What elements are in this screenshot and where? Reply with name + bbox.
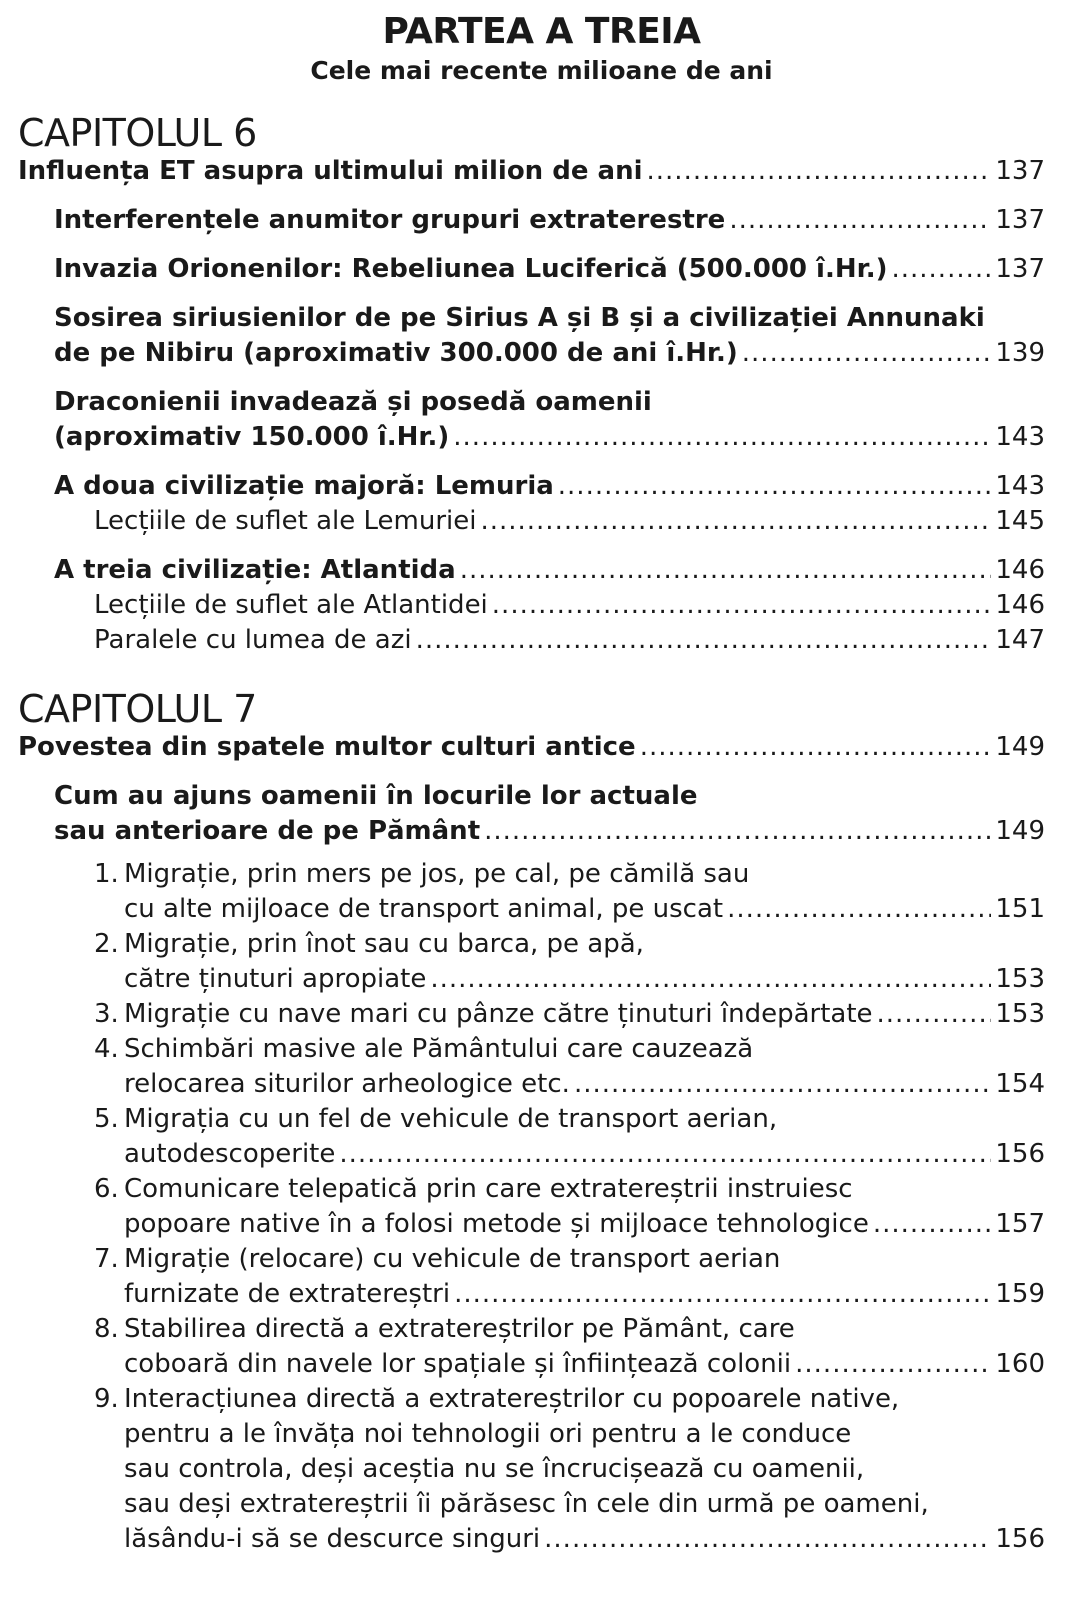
dot-leader [891, 252, 991, 287]
toc-entry-title: sau deși extratereștrii îi părăsesc în cele din urmă pe oameni, [124, 1489, 929, 1519]
dot-leader [640, 730, 992, 765]
toc-entry-title: sau controla, deși aceștia nu se încrucișează cu oamenii, [124, 1454, 865, 1484]
dot-leader [460, 553, 992, 588]
toc-entry-title: Lecțiile de suflet ale Atlantidei [94, 590, 488, 620]
toc-page-number: 151 [995, 894, 1045, 924]
toc-entry-number: 4. [94, 1034, 119, 1064]
toc-entry-title: Povestea din spatele multor culturi antice [18, 732, 636, 762]
toc-entry [18, 1312, 1045, 1382]
dot-leader [795, 1347, 991, 1382]
toc-entry-title: pentru a le învăța noi tehnologii ori pentru a le conduce [124, 1419, 852, 1449]
toc-entry-number: 8. [94, 1314, 119, 1344]
toc-entry-title: Stabilirea directă a extratereștrilor pe Pământ, care [124, 1314, 795, 1344]
dot-leader [727, 892, 991, 927]
toc-entry [18, 588, 1045, 623]
dot-leader [480, 504, 991, 539]
dot-leader [574, 1067, 991, 1102]
dot-leader [647, 154, 992, 189]
toc-entry [18, 857, 1045, 927]
toc-entry-title: lăsându-i să se descurce singuri [124, 1524, 541, 1554]
toc-page-number: 153 [995, 999, 1045, 1029]
part-title: PARTEA A TREIA [382, 11, 701, 52]
toc-entry [18, 1382, 1045, 1557]
toc-entry-title: furnizate de extratereștri [124, 1279, 451, 1309]
toc-page-number: 146 [995, 555, 1045, 585]
toc-entry-title: Interacțiunea directă a extratereștrilor cu popoarele native, [124, 1384, 900, 1414]
toc-page-number: 143 [995, 471, 1045, 501]
toc-page-number: 157 [995, 1209, 1045, 1239]
toc-entry-title: A doua civilizație majoră: Lemuria [54, 471, 554, 501]
toc-entry [18, 997, 1045, 1032]
toc-entry-title: Interferențele anumitor grupuri extraterestre [54, 205, 726, 235]
toc-entry-title: Sosirea siriusienilor de pe Sirius A și B și a civilizației Annunaki [54, 303, 985, 333]
toc-entry-title: Paralele cu lumea de azi [94, 625, 412, 655]
toc-page-number: 160 [995, 1349, 1045, 1379]
toc-entry-title: autodescoperite [124, 1139, 336, 1169]
toc-entry-title: Invazia Orionenilor: Rebeliunea Luciferică (500.000 î.Hr.) [54, 254, 888, 284]
toc-entry-title: de pe Nibiru (aproximativ 300.000 de ani î.Hr.) [54, 338, 738, 368]
toc-page-number: 159 [995, 1279, 1045, 1309]
chapter-toc-list [18, 730, 1045, 1557]
toc-entry-title: popoare native în a folosi metode și mijloace tehnologice [124, 1209, 869, 1239]
toc-page-number: 149 [995, 732, 1045, 762]
toc-page-number: 156 [995, 1139, 1045, 1169]
dot-leader [873, 1207, 992, 1242]
toc-entry [18, 469, 1045, 504]
dot-leader [416, 623, 992, 658]
toc-entry [18, 1172, 1045, 1242]
toc-entry-number: 5. [94, 1104, 119, 1134]
toc-entry [18, 154, 1045, 189]
toc-page-number: 145 [995, 506, 1045, 536]
dot-leader [492, 588, 992, 623]
toc-page-number: 146 [995, 590, 1045, 620]
chapter-heading: CAPITOLUL 6 [18, 111, 257, 155]
toc-page-number: 137 [995, 254, 1045, 284]
dot-leader [877, 997, 992, 1032]
toc-entry [18, 779, 1045, 849]
toc-entry [18, 1242, 1045, 1312]
toc-entry-number: 2. [94, 929, 119, 959]
toc-entry-title: Migrație cu nave mari cu pânze către ținuturi îndepărtate [124, 999, 873, 1029]
toc-entry-title: Migrație (relocare) cu vehicule de transport aerian [124, 1244, 781, 1274]
toc-entry [18, 252, 1045, 287]
toc-page-number: 139 [995, 338, 1045, 368]
dot-leader [729, 203, 991, 238]
toc-entry-title: Migrația cu un fel de vehicule de transport aerian, [124, 1104, 778, 1134]
toc-entry-title: Lecțiile de suflet ale Lemuriei [94, 506, 477, 536]
toc-page-number: 137 [995, 205, 1045, 235]
dot-leader [339, 1137, 991, 1172]
toc-entry [18, 623, 1045, 658]
dot-leader [742, 336, 992, 371]
toc-entry-number: 1. [94, 859, 119, 889]
toc-page-number: 137 [995, 156, 1045, 186]
toc-page-number: 154 [995, 1069, 1045, 1099]
toc-entry-number: 7. [94, 1244, 119, 1274]
toc-entry-number: 3. [94, 999, 119, 1029]
toc-entry [18, 504, 1045, 539]
toc-entry-title: sau anterioare de pe Pământ [54, 816, 481, 846]
dot-leader [453, 420, 991, 455]
toc-entry-title: Comunicare telepatică prin care extratereștrii instruiesc [124, 1174, 853, 1204]
toc-entry [18, 553, 1045, 588]
part-subtitle: Cele mai recente milioane de ani [310, 56, 773, 85]
toc-page-number: 147 [995, 625, 1045, 655]
toc-page-number: 143 [995, 422, 1045, 452]
toc-entry-title: Migrație, prin mers pe jos, pe cal, pe cămilă sau [124, 859, 750, 889]
chapter-heading: CAPITOLUL 7 [18, 687, 257, 731]
toc-entry-title: către ținuturi apropiate [124, 964, 427, 994]
dot-leader [544, 1522, 991, 1557]
toc-entry-title: cu alte mijloace de transport animal, pe uscat [124, 894, 724, 924]
toc-entry-title: Migrație, prin înot sau cu barca, pe apă, [124, 929, 644, 959]
toc-entry [18, 1102, 1045, 1172]
dot-leader [484, 814, 991, 849]
toc-entry [18, 1032, 1045, 1102]
toc-entry-number: 6. [94, 1174, 119, 1204]
toc-entry-title: Influența ET asupra ultimului milion de ani [18, 156, 643, 186]
toc-entry [18, 927, 1045, 997]
toc-entry-title: Schimbări masive ale Pământului care cauzează [124, 1034, 754, 1064]
toc-entry [18, 730, 1045, 765]
toc-entry-title: Cum au ajuns oamenii în locurile lor actuale [54, 781, 698, 811]
toc-entry [18, 203, 1045, 238]
toc-page-number: 156 [995, 1524, 1045, 1554]
toc-page-number: 153 [995, 964, 1045, 994]
dot-leader [430, 962, 991, 997]
toc-entry-title: coboară din navele lor spațiale și înființează colonii [124, 1349, 792, 1379]
dot-leader [558, 469, 992, 504]
toc-page-number: 149 [995, 816, 1045, 846]
chapter-toc-list [18, 154, 1045, 658]
dot-leader [454, 1277, 991, 1312]
toc-entry-title: Draconienii invadează și posedă oamenii [54, 387, 652, 417]
toc-entry-number: 9. [94, 1384, 119, 1414]
toc-entry-title: A treia civilizație: Atlantida [54, 555, 456, 585]
toc-entry [18, 385, 1045, 455]
toc-entry-title: (aproximativ 150.000 î.Hr.) [54, 422, 450, 452]
toc-entry [18, 301, 1045, 371]
toc-entry-title: relocarea siturilor arheologice etc. [124, 1069, 570, 1099]
